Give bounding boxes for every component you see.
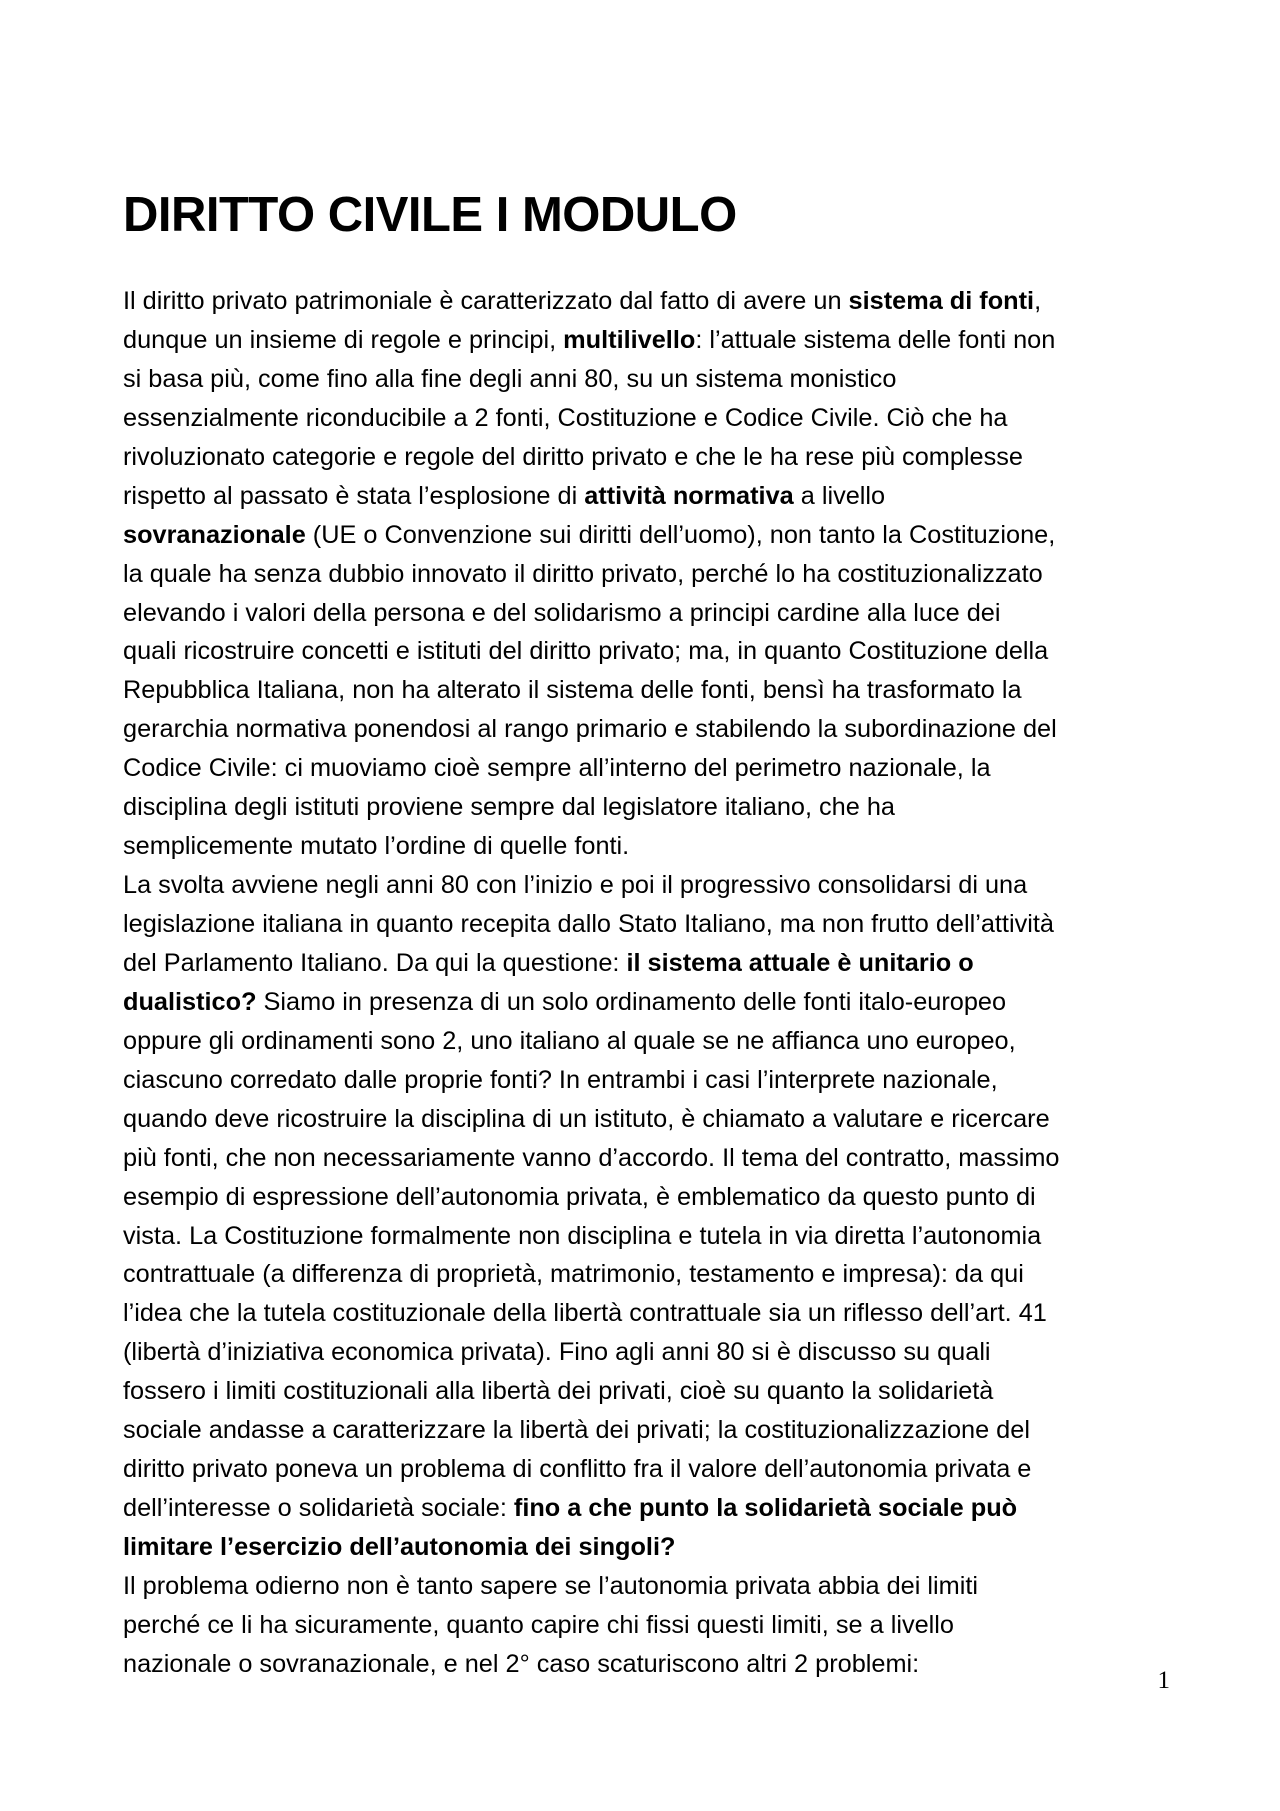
text-line: [123, 749, 1173, 788]
bold-text: multilivello: [563, 325, 696, 354]
text-line: [123, 1450, 1173, 1489]
text-run: : l’attuale sistema delle fonti non: [695, 325, 1056, 354]
text-line: [123, 1645, 1173, 1684]
text-line: [123, 555, 1173, 594]
text-line: [123, 632, 1173, 671]
bold-text: sovranazionale: [123, 520, 306, 549]
text-line: [123, 1022, 1173, 1061]
text-line: [123, 399, 1173, 438]
text-run: si basa più, come fino alla fine degli anni 80, su un sistema monistico: [123, 364, 897, 393]
text-run: fossero i limiti costituzionali alla libertà dei privati, cioè su quanto la solidarietà: [123, 1377, 994, 1406]
text-run: del Parlamento Italiano. Da qui la questione:: [123, 948, 627, 977]
text-run: l’idea che la tutela costituzionale della libertà contrattuale sia un riflesso dell’art. 41: [123, 1299, 1047, 1328]
text-line: [123, 1372, 1173, 1411]
text-run: vista. La Costituzione formalmente non disciplina e tutela in via diretta l’autonomia: [123, 1221, 1042, 1250]
text-run: nazionale o sovranazionale, e nel 2° caso scaturiscono altri 2 problemi:: [123, 1649, 920, 1678]
text-line: [123, 438, 1173, 477]
text-line: [123, 1294, 1173, 1333]
text-line: [123, 1333, 1173, 1372]
text-run: Codice Civile: ci muoviamo cioè sempre all’interno del perimetro nazionale, la: [123, 754, 991, 783]
paragraph: [123, 1567, 1173, 1684]
text-line: [123, 866, 1173, 905]
bold-text: sistema di fonti: [848, 287, 1035, 315]
page-number: 1: [1157, 1667, 1170, 1694]
text-run: semplicemente mutato l’ordine di quelle fonti.: [123, 832, 630, 861]
text-line: [123, 1178, 1173, 1217]
text-run: a livello: [793, 481, 886, 510]
text-line: [123, 788, 1173, 827]
text-run: gerarchia normativa ponendosi al rango primario e stabilendo la subordinazione del: [123, 715, 1057, 744]
text-run: esempio di espressione dell’autonomia privata, è emblematico da questo punto di: [123, 1182, 1036, 1211]
text-run: Il problema odierno non è tanto sapere se l’autonomia privata abbia dei limiti: [123, 1571, 978, 1600]
text-run: la quale ha senza dubbio innovato il diritto privato, perché lo ha costituzionalizzato: [123, 559, 1043, 588]
bold-text: attività normativa: [584, 481, 794, 510]
text-run: quando deve ricostruire la disciplina di un istituto, è chiamato a valutare e ricercare: [123, 1104, 1050, 1133]
text-run: rispetto al passato è stata l’esplosione di: [123, 481, 585, 510]
text-line: [123, 944, 1173, 983]
text-run: dell’interesse o solidarietà sociale:: [123, 1494, 514, 1523]
text-line: [123, 905, 1173, 944]
text-line: [123, 710, 1173, 749]
text-run: Il diritto privato patrimoniale è caratterizzato dal fatto di avere un: [123, 287, 849, 315]
text-run: più fonti, che non necessariamente vanno d’accordo. Il tema del contratto, massimo: [123, 1143, 1060, 1172]
text-run: (libertà d’iniziativa economica privata). Fino agli anni 80 si è discusso su quali: [123, 1338, 991, 1367]
text-run: ciascuno corredato dalle proprie fonti? In entrambi i casi l’interprete nazionale,: [123, 1065, 998, 1094]
text-line: [123, 1489, 1173, 1528]
text-line: [123, 321, 1173, 360]
bold-text: limitare l’esercizio dell’autonomia dei singoli?: [123, 1533, 676, 1561]
text-line: [123, 1567, 1173, 1606]
text-line: [123, 983, 1173, 1022]
text-line: [123, 671, 1173, 710]
text-run: legislazione italiana in quanto recepita dallo Stato Italiano, ma non frutto dell’attività: [123, 910, 1054, 938]
text-line: [123, 1606, 1173, 1645]
text-line: [123, 1100, 1173, 1139]
text-run: contrattuale (a differenza di proprietà, matrimonio, testamento e impresa): da qui: [123, 1260, 1024, 1289]
text-run: diritto privato poneva un problema di conflitto fra il valore dell’autonomia privata e: [123, 1455, 1032, 1484]
text-run: quali ricostruire concetti e istituti del diritto privato; ma, in quanto Costituzione della: [123, 637, 1049, 666]
text-run: elevando i valori della persona e del solidarismo a principi cardine alla luce dei: [123, 598, 1001, 627]
text-run: sociale andasse a caratterizzare la libertà dei privati; la costituzionalizzazione del: [123, 1416, 1030, 1445]
text-run: Repubblica Italiana, non ha alterato il sistema delle fonti, bensì ha trasformato la: [123, 676, 1022, 705]
bold-text: il sistema attuale è unitario o: [626, 948, 974, 977]
text-line: [123, 360, 1173, 399]
text-run: ,: [1034, 287, 1042, 315]
text-run: oppure gli ordinamenti sono 2, uno italiano al quale se ne affianca uno europeo,: [123, 1026, 1016, 1055]
document-body: [123, 282, 1173, 1684]
bold-text: fino a che punto la solidarietà sociale può: [513, 1494, 1018, 1523]
text-line: [123, 1255, 1173, 1294]
text-run: La svolta avviene negli anni 80 con l’inizio e poi il progressivo consolidarsi di una: [123, 871, 1028, 900]
paragraph: [123, 866, 1173, 1567]
text-line: [123, 1411, 1173, 1450]
text-run: perché ce li ha sicuramente, quanto capire chi fissi questi limiti, se a livello: [123, 1610, 954, 1639]
text-line: [123, 1528, 1173, 1567]
text-line: [123, 477, 1173, 516]
text-line: [123, 594, 1173, 633]
text-run: disciplina degli istituti proviene sempre dal legislatore italiano, che ha: [123, 793, 895, 822]
text-line: [123, 1061, 1173, 1100]
document-title: DIRITTO CIVILE I MODULO: [123, 188, 737, 242]
text-line: [123, 1139, 1173, 1178]
text-run: essenzialmente riconducibile a 2 fonti, Costituzione e Codice Civile. Ciò che ha: [123, 403, 1008, 432]
text-run: dunque un insieme di regole e principi,: [123, 325, 564, 354]
text-line: [123, 827, 1173, 866]
bold-text: dualistico?: [123, 987, 257, 1016]
text-run: Siamo in presenza di un solo ordinamento delle fonti italo-europeo: [256, 987, 1007, 1016]
text-line: [123, 282, 1173, 321]
paragraph: [123, 282, 1173, 866]
text-run: rivoluzionato categorie e regole del diritto privato e che le ha rese più complesse: [123, 442, 1023, 471]
text-run: (UE o Convenzione sui diritti dell’uomo), non tanto la Costituzione,: [305, 520, 1056, 549]
text-line: [123, 1217, 1173, 1256]
text-line: [123, 516, 1173, 555]
